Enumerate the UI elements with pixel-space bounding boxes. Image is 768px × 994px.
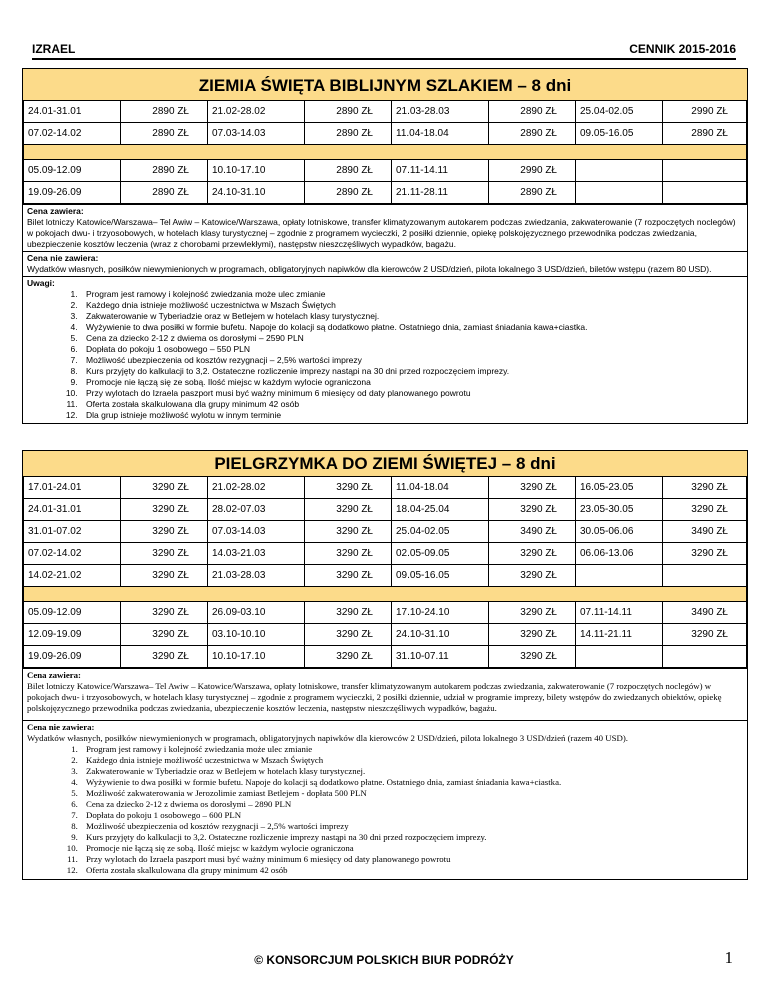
- price-cell: 2890 ZŁ: [121, 101, 208, 123]
- price-row: [24, 543, 747, 565]
- date-range-cell: 09.05-16.05: [392, 565, 489, 587]
- section-biblical-trail: [22, 68, 748, 424]
- date-range-cell: 17.10-24.10: [392, 602, 489, 624]
- note-item: 2. Każdego dnia istnieje możliwość uczestnictwa w Mszach Świętych: [80, 755, 741, 766]
- price-cell: 2890 ZŁ: [663, 123, 747, 145]
- date-range-cell: 25.04-02.05: [392, 521, 489, 543]
- price-cell: 2890 ZŁ: [121, 123, 208, 145]
- price-cell: [663, 160, 747, 182]
- section-2-excludes: [23, 720, 747, 879]
- price-cell: 2890 ZŁ: [489, 101, 576, 123]
- note-item: 4. Wyżywienie to dwa posiłki w formie bufetu. Napoje do kolacji są dodatkowo płatne. Ostatniego dnia, zamiast śniadania kawa+ciastka.: [80, 322, 741, 333]
- date-range-cell: 31.01-07.02: [24, 521, 121, 543]
- notes-list: [27, 744, 741, 876]
- notes-list: [27, 289, 741, 421]
- price-cell: 3290 ZŁ: [121, 624, 208, 646]
- price-cell: 3290 ZŁ: [305, 543, 392, 565]
- note-item: 11. Przy wylotach do Izraela paszport musi być ważny minimum 6 miesięcy od daty planowanego powrotu: [80, 854, 741, 865]
- date-range-cell: 07.11-14.11: [576, 602, 663, 624]
- price-row: [24, 160, 747, 182]
- note-item: 5. Możliwość zakwaterowania w Jerozolimie zamiast Betlejem - dopłata 500 PLN: [80, 788, 741, 799]
- date-range-cell: 14.03-21.03: [208, 543, 305, 565]
- price-cell: 3290 ZŁ: [121, 602, 208, 624]
- price-cell: 3290 ZŁ: [305, 565, 392, 587]
- date-range-cell: 16.05-23.05: [576, 477, 663, 499]
- price-row: [24, 182, 747, 204]
- price-cell: 3290 ZŁ: [305, 602, 392, 624]
- date-range-cell: 26.09-03.10: [208, 602, 305, 624]
- price-cell: [663, 182, 747, 204]
- date-range-cell: 18.04-25.04: [392, 499, 489, 521]
- price-cell: 3490 ZŁ: [663, 602, 747, 624]
- page-header: [32, 40, 736, 60]
- price-row: [24, 499, 747, 521]
- price-cell: 3290 ZŁ: [121, 646, 208, 668]
- price-cell: 2890 ZŁ: [305, 123, 392, 145]
- note-item: 7. Możliwość ubezpieczenia od kosztów rezygnacji – 2,5% wartości imprezy: [80, 355, 741, 366]
- season-separator: [24, 145, 747, 160]
- price-cell: [663, 565, 747, 587]
- header-pricelist: CENNIK 2015-2016: [629, 42, 736, 56]
- price-cell: 2890 ZŁ: [489, 182, 576, 204]
- price-cell: 3290 ZŁ: [663, 624, 747, 646]
- date-range-cell: 10.10-17.10: [208, 646, 305, 668]
- price-row: [24, 123, 747, 145]
- note-item: 2. Każdego dnia istnieje możliwość uczestnictwa w Mszach Świętych: [80, 300, 741, 311]
- date-range-cell: 14.02-21.02: [24, 565, 121, 587]
- price-cell: 2990 ZŁ: [489, 160, 576, 182]
- price-cell: 3290 ZŁ: [305, 521, 392, 543]
- note-item: 3. Zakwaterowanie w Tyberiadzie oraz w Betlejem w hotelach klasy turystycznej.: [80, 311, 741, 322]
- price-cell: 3290 ZŁ: [121, 543, 208, 565]
- date-range-cell: [576, 565, 663, 587]
- price-cell: 2890 ZŁ: [121, 160, 208, 182]
- date-range-cell: [576, 160, 663, 182]
- date-range-cell: 19.09-26.09: [24, 182, 121, 204]
- includes-label: Cena zawiera:: [27, 670, 81, 680]
- footer-copyright: © KONSORCJUM POLSKICH BIUR PODRÓŻY: [254, 953, 514, 967]
- excludes-label: Cena nie zawiera:: [27, 722, 95, 732]
- section-2-terms: [23, 668, 747, 720]
- price-cell: 3290 ZŁ: [121, 499, 208, 521]
- section-1-title: ZIEMIA ŚWIĘTA BIBLIJNYM SZLAKIEM – 8 dni: [23, 69, 747, 100]
- price-cell: 3290 ZŁ: [489, 543, 576, 565]
- date-range-cell: 24.01-31.01: [24, 499, 121, 521]
- date-range-cell: 05.09-12.09: [24, 602, 121, 624]
- date-range-cell: 19.09-26.09: [24, 646, 121, 668]
- date-range-cell: [576, 646, 663, 668]
- price-cell: 3290 ZŁ: [121, 565, 208, 587]
- date-range-cell: 25.04-02.05: [576, 101, 663, 123]
- section-pilgrimage: [22, 450, 748, 880]
- date-range-cell: 07.11-14.11: [392, 160, 489, 182]
- date-range-cell: 24.01-31.01: [24, 101, 121, 123]
- price-cell: 3290 ZŁ: [489, 477, 576, 499]
- note-item: 12. Dla grup istnieje możliwość wylotu w innym terminie: [80, 410, 741, 421]
- price-cell: 3290 ZŁ: [121, 521, 208, 543]
- date-range-cell: 03.10-10.10: [208, 624, 305, 646]
- price-row: [24, 565, 747, 587]
- price-cell: 3290 ZŁ: [305, 624, 392, 646]
- price-cell: 3490 ZŁ: [489, 521, 576, 543]
- header-country: IZRAEL: [32, 42, 76, 56]
- price-row: [24, 624, 747, 646]
- price-row: [24, 477, 747, 499]
- price-cell: 3290 ZŁ: [489, 602, 576, 624]
- price-cell: 3490 ZŁ: [663, 521, 747, 543]
- price-cell: [663, 646, 747, 668]
- date-range-cell: 21.11-28.11: [392, 182, 489, 204]
- note-item: 5. Cena za dziecko 2-12 z dwiema os dorosłymi – 2590 PLN: [80, 333, 741, 344]
- section-1-terms: [23, 204, 747, 251]
- note-item: 4. Wyżywienie to dwa posiłki w formie bufetu. Napoje do kolacji są dodatkowo płatne. Ostatniego dnia, zamiast śniadania kawa+ciastka.: [80, 777, 741, 788]
- note-item: 8. Kurs przyjęty do kalkulacji to 3,2. Ostateczne rozliczenie imprezy nastąpi na 30 dni przed rozpoczęciem imprezy.: [80, 366, 741, 377]
- date-range-cell: 07.02-14.02: [24, 543, 121, 565]
- includes-text: Bilet lotniczy Katowice/Warszawa– Tel Awiw – Katowice/Warszawa, opłaty lotniskowe, transfer klimatyzowanym autokarem podczas zwiedzania, zakwaterowanie (7 rozpoczętych noclegów) w pokojach dwu- i trzyosobowych, w hotelach klasy turystycznej – zgodnie z programem wycieczki, 2 posiłki dziennie, udział w programie imprezy, bilety wstępów do zwiedzanych obiektów, opiekę polskojęzycznego przewodnika podczas zwiedzania, ubezpieczenie kosztów leczenia, następstw nieszczęśliwych wypadków, bagażu.: [27, 681, 722, 713]
- note-item: 9. Promocje nie łączą się ze sobą. Ilość miejsc w każdym wylocie ograniczona: [80, 377, 741, 388]
- note-item: 1. Program jest ramowy i kolejność zwiedzania może ulec zmianie: [80, 289, 741, 300]
- note-item: 6. Dopłata do pokoju 1 osobowego – 550 PLN: [80, 344, 741, 355]
- price-row: [24, 602, 747, 624]
- note-item: 6. Cena za dziecko 2-12 z dwiema os dorosłymi – 2890 PLN: [80, 799, 741, 810]
- price-cell: 3290 ZŁ: [489, 499, 576, 521]
- date-range-cell: 31.10-07.11: [392, 646, 489, 668]
- date-range-cell: 14.11-21.11: [576, 624, 663, 646]
- date-range-cell: [576, 182, 663, 204]
- price-cell: 3290 ZŁ: [305, 646, 392, 668]
- section-1-excludes: [23, 251, 747, 276]
- date-range-cell: 11.04-18.04: [392, 123, 489, 145]
- price-cell: 2890 ZŁ: [489, 123, 576, 145]
- date-range-cell: 24.10-31.10: [208, 182, 305, 204]
- price-row: [24, 646, 747, 668]
- note-item: 7. Dopłata do pokoju 1 osobowego – 600 PLN: [80, 810, 741, 821]
- note-item: 12. Oferta została skalkulowana dla grupy minimum 42 osób: [80, 865, 741, 876]
- includes-label: Cena zawiera:: [27, 206, 84, 216]
- note-item: 10. Przy wylotach do Izraela paszport musi być ważny minimum 6 miesięcy od daty planowanego powrotu: [80, 388, 741, 399]
- price-cell: 2890 ZŁ: [305, 160, 392, 182]
- note-item: 9. Kurs przyjęty do kalkulacji to 3,2. Ostateczne rozliczenie imprezy nastąpi na 30 dni przed rozpoczęciem imprezy.: [80, 832, 741, 843]
- price-cell: 2990 ZŁ: [663, 101, 747, 123]
- price-cell: 3290 ZŁ: [489, 624, 576, 646]
- date-range-cell: 12.09-19.09: [24, 624, 121, 646]
- date-range-cell: 07.02-14.02: [24, 123, 121, 145]
- price-cell: 3290 ZŁ: [489, 565, 576, 587]
- date-range-cell: 17.01-24.01: [24, 477, 121, 499]
- price-row: [24, 521, 747, 543]
- date-range-cell: 21.03-28.03: [392, 101, 489, 123]
- section-1-price-table: [23, 100, 747, 204]
- excludes-text: Wydatków własnych, posiłków niewymienionych w programach, obligatoryjnych napiwków dla kierowców 2 USD/dzień, pilota lokalnego 3 USD/dzień, biletów wstępu (razem 80 USD).: [27, 264, 712, 274]
- price-cell: 3290 ZŁ: [663, 543, 747, 565]
- date-range-cell: 10.10-17.10: [208, 160, 305, 182]
- date-range-cell: 24.10-31.10: [392, 624, 489, 646]
- date-range-cell: 09.05-16.05: [576, 123, 663, 145]
- date-range-cell: 11.04-18.04: [392, 477, 489, 499]
- date-range-cell: 30.05-06.06: [576, 521, 663, 543]
- note-item: 1. Program jest ramowy i kolejność zwiedzania może ulec zmianie: [80, 744, 741, 755]
- note-item: 3. Zakwaterowanie w Tyberiadzie oraz w Betlejem w hotelach klasy turystycznej.: [80, 766, 741, 777]
- price-cell: 3290 ZŁ: [121, 477, 208, 499]
- price-cell: 3290 ZŁ: [663, 499, 747, 521]
- includes-text: Bilet lotniczy Katowice/Warszawa– Tel Awiw – Katowice/Warszawa, opłaty lotniskowe, transfer klimatyzowanym autokarem podczas zwiedzania, zakwaterowanie (7 rozpoczętych noclegów) w pokojach dwu- i trzyosobowych, w hotelach klasy turystycznej – zgodnie z programem wycieczki, 2 posiłki dziennie, opiekę polskojęzycznego przewodnika podczas zwiedzania, ubezpieczenie kosztów leczenia (wraz z chorobami przewlekłymi), następstw nieszczęśliwych wypadków, bagażu.: [27, 217, 736, 249]
- price-cell: 3290 ZŁ: [663, 477, 747, 499]
- date-range-cell: 07.03-14.03: [208, 123, 305, 145]
- note-item: 8. Możliwość ubezpieczenia od kosztów rezygnacji – 2,5% wartości imprezy: [80, 821, 741, 832]
- page-number: 1: [724, 948, 733, 967]
- price-cell: 2890 ZŁ: [305, 182, 392, 204]
- price-cell: 3290 ZŁ: [305, 499, 392, 521]
- section-2-price-table: [23, 476, 747, 668]
- date-range-cell: 21.02-28.02: [208, 477, 305, 499]
- date-range-cell: 28.02-07.03: [208, 499, 305, 521]
- season-separator: [24, 587, 747, 602]
- date-range-cell: 07.03-14.03: [208, 521, 305, 543]
- date-range-cell: 21.02-28.02: [208, 101, 305, 123]
- price-cell: 2890 ZŁ: [121, 182, 208, 204]
- price-cell: 3290 ZŁ: [489, 646, 576, 668]
- section-1-notes: [23, 276, 747, 423]
- date-range-cell: 05.09-12.09: [24, 160, 121, 182]
- price-cell: 3290 ZŁ: [305, 477, 392, 499]
- price-row: [24, 101, 747, 123]
- excludes-label: Cena nie zawiera:: [27, 253, 99, 263]
- notes-label: Uwagi:: [27, 278, 55, 288]
- excludes-text: Wydatków własnych, posiłków niewymienionych w programach, obligatoryjnych napiwków dla kierowców 2 USD/dzień, pilota lokalnego 3 USD/dzień (razem 40 USD).: [27, 733, 628, 743]
- date-range-cell: 23.05-30.05: [576, 499, 663, 521]
- section-2-title: PIELGRZYMKA DO ZIEMI ŚWIĘTEJ – 8 dni: [23, 451, 747, 476]
- date-range-cell: 02.05-09.05: [392, 543, 489, 565]
- note-item: 11. Oferta została skalkulowana dla grupy minimum 42 osób: [80, 399, 741, 410]
- note-item: 10. Promocje nie łączą się ze sobą. Ilość miejsc w każdym wylocie ograniczona: [80, 843, 741, 854]
- price-cell: 2890 ZŁ: [305, 101, 392, 123]
- date-range-cell: 06.06-13.06: [576, 543, 663, 565]
- date-range-cell: 21.03-28.03: [208, 565, 305, 587]
